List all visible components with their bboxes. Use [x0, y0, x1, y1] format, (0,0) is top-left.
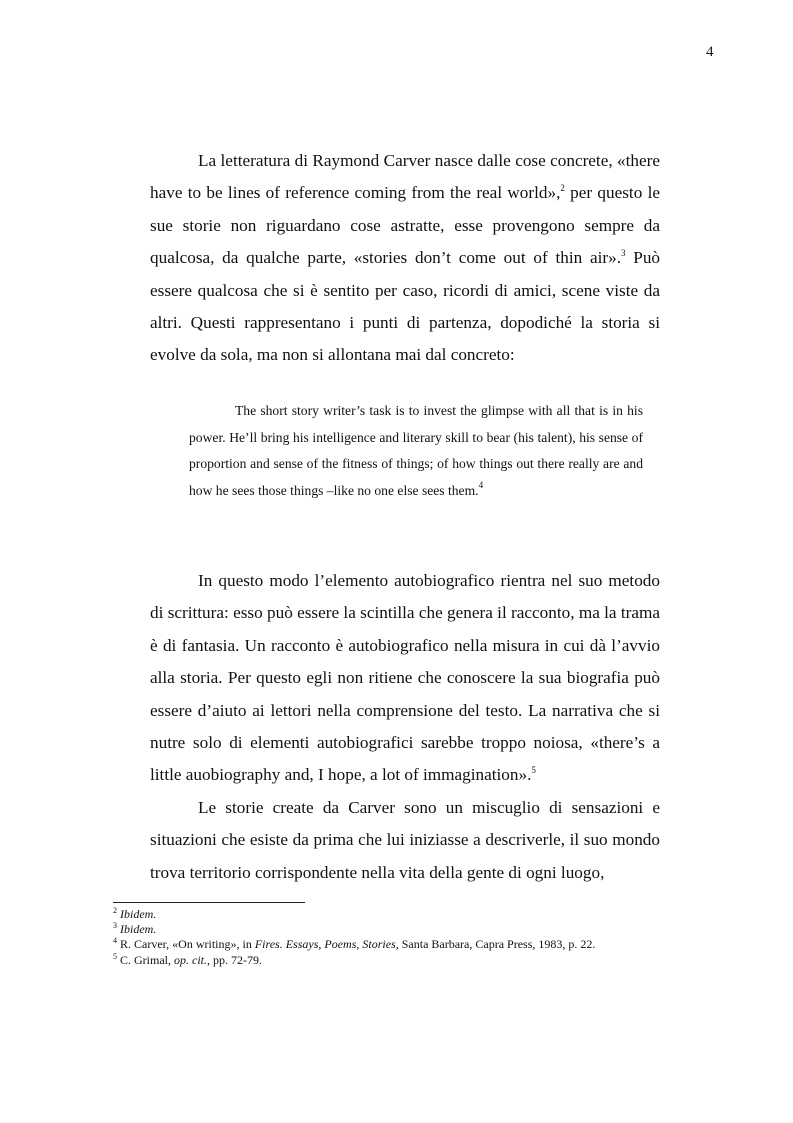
paragraph-text: In questo modo l’elemento autobiografico rientra nel suo metodo di scrittura: esso può essere la scintilla che genera il racconto, ma la trama è di fantasia. Un racconto è autobiografico nella misura in cui dà l’avvio alla storia. Per questo egli non ritiene che conoscere la sua biografia può essere d’aiuto ai lettori nella comprensione del testo. La narrativa che si nutre solo di elementi autobiografici sarebbe troppo noiosa, «there’s a little auobiography and, I hope, a lot of immagination».	[150, 571, 660, 785]
footnote-number: 3	[113, 921, 117, 931]
footnote-italic: Ibidem.	[120, 907, 157, 921]
footnote-ref: 2	[560, 183, 565, 194]
footnote-ref: 5	[531, 765, 536, 776]
footnote-italic: Fires. Essays, Poems, Stories,	[254, 937, 399, 952]
footnote	[113, 907, 713, 922]
block-quote	[189, 398, 643, 504]
footnote	[113, 937, 713, 952]
footnote	[113, 953, 713, 968]
paragraph-text: Può essere qualcosa che si è sentito per caso, ricordi di amici, scene viste da altri. Questi rappresentano i punti di partenza, dopodiché la storia si evolve da sola, ma non si allontana mai dal concreto:	[150, 248, 661, 365]
paragraph-text: Le storie create da Carver sono un miscuglio di sensazioni e situazioni che esiste da prima che lui iniziasse a descriverle, il suo mondo trova territorio corrispondente nella vita della gente di ogni luogo,	[150, 797, 660, 882]
footnote-text: Santa Barbara, Capra Press, 1983, p. 22.	[398, 937, 596, 952]
paragraph-text: La letteratura di Raymond Carver nasce dalle cose concrete, «there have to be lines of reference coming from the real world»,	[150, 151, 660, 203]
footnote-number: 2	[113, 906, 117, 915]
footnote-separator	[113, 902, 305, 903]
footnote-italic: Ibidem.	[120, 922, 157, 937]
footnote-number: 5	[113, 951, 117, 961]
footnote-text: pp. 72-79.	[210, 952, 262, 967]
footnote-italic: op. cit.,	[174, 952, 210, 967]
footnotes	[113, 907, 713, 968]
body-paragraphs-2	[150, 565, 660, 889]
footnote-ref: 4	[478, 479, 484, 490]
body-paragraph-1	[150, 145, 660, 372]
footnote-text: R. Carver, «On writing», in	[117, 937, 255, 952]
footnote-text: C. Grimal,	[117, 952, 174, 967]
footnote	[113, 922, 713, 937]
paragraph-text: per questo le sue storie non riguardano cose astratte, esse provengono sempre da qualcosa, da qualche parte, «stories don’t come out of thin air».	[150, 183, 660, 268]
page-number: 4	[706, 44, 714, 60]
footnote-number: 4	[113, 936, 117, 946]
quote-text: The short story writer’s task is to invest the glimpse with all that is in his power. He’ll bring his intelligence and literary skill to bear (his talent), his sense of proportion and sense of the fitness of things; of how things out there really are and how he sees those things –like no one else sees them.	[189, 403, 643, 498]
footnote-ref: 3	[621, 248, 626, 259]
